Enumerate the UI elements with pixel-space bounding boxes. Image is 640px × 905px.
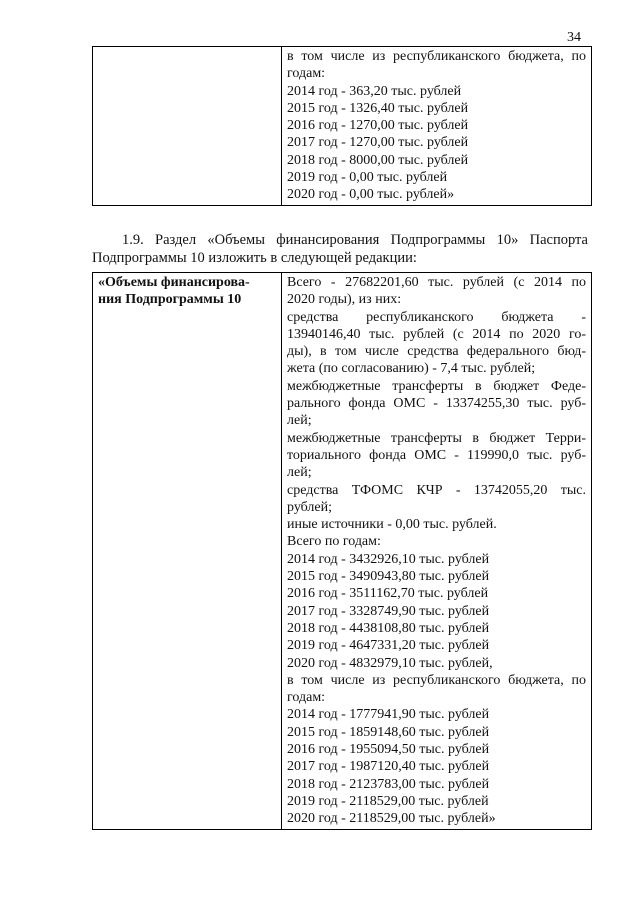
- text-line: жета (по согласованию) - 7,4 тыс. рублей;: [287, 361, 536, 377]
- text-line: лей;: [287, 465, 312, 481]
- table-row: [93, 47, 592, 206]
- text-line: иные источники - 0,00 тыс. рублей.: [287, 517, 497, 533]
- text-line: 2019 год - 2118529,00 тыс. рублей: [287, 793, 489, 809]
- text-line: 2018 год - 8000,00 тыс. рублей: [287, 152, 469, 168]
- text-line: 2014 год - 1777941,90 тыс. рублей: [287, 707, 490, 723]
- text-line: межбюджетные трансферты в бюджет Феде-: [287, 378, 586, 394]
- text-line: рального фонда ОМС - 13374255,30 тыс. руб-: [287, 396, 586, 412]
- text-line: 2019 год - 4647331,20 тыс. рублей: [287, 638, 490, 654]
- paragraph-line: 1.9. Раздел «Объемы финансирования Подпрограммы 10» Паспорта: [122, 232, 588, 248]
- text-line: 2016 год - 1955094,50 тыс. рублей: [287, 742, 490, 758]
- text-line: ды), в том числе средства федерального бюд-: [287, 344, 586, 360]
- text-line: в том числе из республиканского бюджета, по: [287, 672, 586, 688]
- text-line: 2014 год - 363,20 тыс. рублей: [287, 83, 462, 99]
- text-line: 2015 год - 1859148,60 тыс. рублей: [287, 724, 490, 740]
- paragraph-line: Подпрограммы 10 изложить в следующей редакции:: [92, 250, 417, 266]
- text-line: 2015 год - 3490943,80 тыс. рублей: [287, 569, 490, 585]
- text-line: 13940146,40 тыс. рублей (с 2014 по 2020 го-: [287, 326, 586, 342]
- text-line: рублей;: [287, 499, 332, 515]
- row-heading-line: «Объемы финансирова-: [98, 275, 250, 290]
- text-line: 2016 год - 1270,00 тыс. рублей: [287, 118, 469, 134]
- text-line: 2016 год - 3511162,70 тыс. рублей: [287, 586, 489, 602]
- text-line: средства республиканского бюджета -: [287, 309, 586, 325]
- text-line: ториального фонда ОМС - 119990,0 тыс. руб-: [287, 447, 586, 463]
- text-line: 2015 год - 1326,40 тыс. рублей: [287, 100, 469, 116]
- text-line: лей;: [287, 413, 312, 429]
- text-line: 2020 год - 2118529,00 тыс. рублей»: [287, 811, 496, 827]
- text-line: 2017 год - 1987120,40 тыс. рублей: [287, 759, 490, 775]
- text-line: в том числе из республиканского бюджета, по: [287, 49, 586, 64]
- table-cell-content: [282, 273, 592, 830]
- text-line: средства ТФОМС КЧР - 13742055,20 тыс.: [287, 482, 586, 498]
- text-line: 2017 год - 3328749,90 тыс. рублей: [287, 603, 490, 619]
- text-line: 2020 годы), из них:: [287, 292, 402, 308]
- text-line: межбюджетные трансферты в бюджет Терри-: [287, 430, 586, 446]
- text-line: 2018 год - 2123783,00 тыс. рублей: [287, 776, 490, 792]
- text-line: 2020 год - 0,00 тыс. рублей»: [287, 187, 455, 203]
- text-line: 2019 год - 0,00 тыс. рублей: [287, 170, 448, 186]
- amendment-paragraph: [92, 231, 588, 267]
- table-cell-content: [282, 47, 592, 206]
- text-line: 2018 год - 4438108,80 тыс. рублей: [287, 620, 490, 636]
- funding-table: [92, 272, 592, 830]
- text-line: годам:: [287, 66, 326, 82]
- row-heading-line: ния Подпрограммы 10: [98, 292, 242, 308]
- text-line: Всего - 27682201,60 тыс. рублей (с 2014 по: [287, 275, 586, 290]
- text-line: 2020 год - 4832979,10 тыс. рублей,: [287, 655, 493, 671]
- funding-table-continued: [92, 46, 592, 206]
- text-line: Всего по годам:: [287, 534, 381, 550]
- text-line: 2014 год - 3432926,10 тыс. рублей: [287, 551, 490, 567]
- table-row: [93, 273, 592, 830]
- page-number: 34: [567, 30, 581, 45]
- table-cell-label: [93, 47, 282, 206]
- table-cell-label: [93, 273, 282, 830]
- text-line: 2017 год - 1270,00 тыс. рублей: [287, 135, 469, 151]
- text-line: годам:: [287, 690, 326, 706]
